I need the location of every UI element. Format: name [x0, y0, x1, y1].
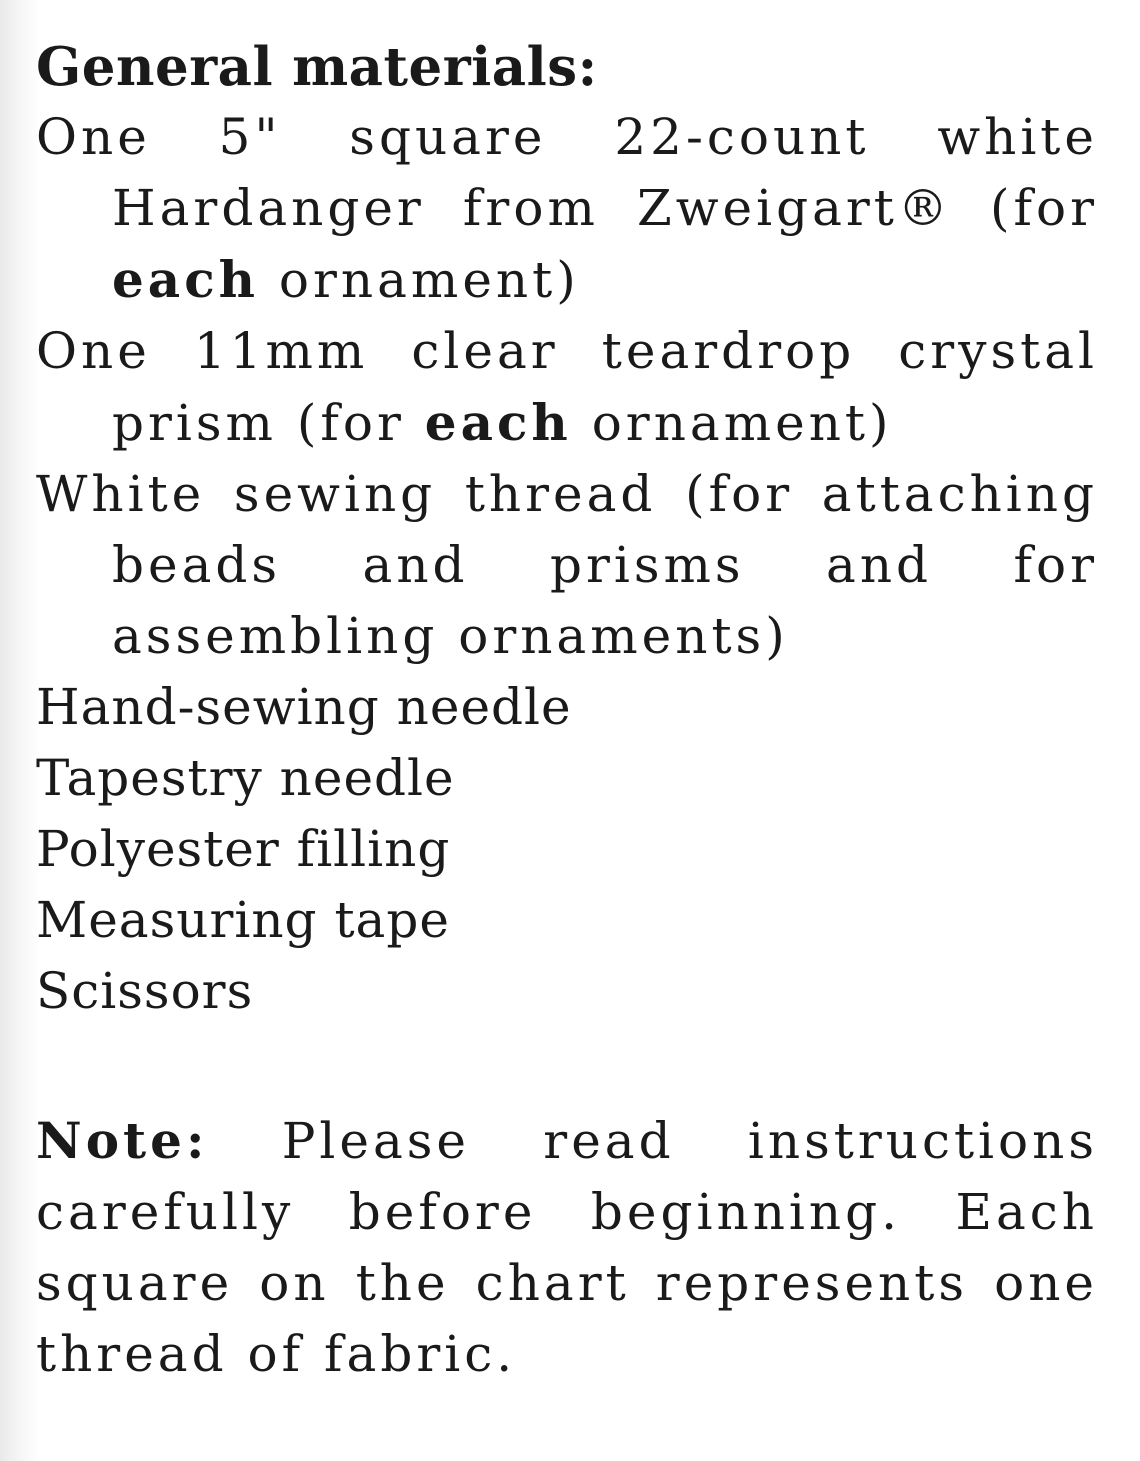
material-text: Polyester filling — [36, 820, 451, 878]
material-item-prism — [36, 316, 1098, 459]
note-label: Note: — [36, 1111, 209, 1170]
material-item-hardanger — [36, 102, 1098, 316]
materials-list — [36, 102, 1098, 1027]
material-item-filling — [36, 814, 1098, 885]
material-item-thread — [36, 459, 1098, 672]
material-text: Hand-sewing needle — [36, 678, 572, 736]
materials-section — [36, 32, 1098, 1440]
materials-heading: General materials: — [36, 36, 598, 98]
material-emphasis: each — [424, 393, 572, 452]
material-text: One 11mm clear teardrop crystal prism (for — [36, 322, 1098, 452]
material-item-scissors — [36, 956, 1098, 1027]
material-text: Measuring tape — [36, 891, 450, 949]
material-text: ornament) — [571, 394, 893, 452]
scan-edge-shadow — [0, 0, 40, 1461]
material-text: White sewing thread (for attaching beads and prisms and for assembling ornaments) — [36, 465, 1098, 665]
note-text: Please read instructions carefully before beginning. Each square on the chart represents one thread of fabric. — [36, 1112, 1098, 1383]
material-text: Tapestry needle — [36, 749, 455, 807]
material-text: ornament) — [259, 251, 580, 309]
material-emphasis: each — [112, 250, 260, 309]
material-item-sewing-needle — [36, 672, 1098, 743]
material-text: One 5" square 22-count white Hardanger from Zweigart® (for — [36, 108, 1098, 237]
note-paragraph — [36, 1105, 1098, 1390]
material-item-tapestry-needle — [36, 743, 1098, 814]
material-text: Scissors — [36, 962, 254, 1020]
material-item-measuring-tape — [36, 885, 1098, 956]
